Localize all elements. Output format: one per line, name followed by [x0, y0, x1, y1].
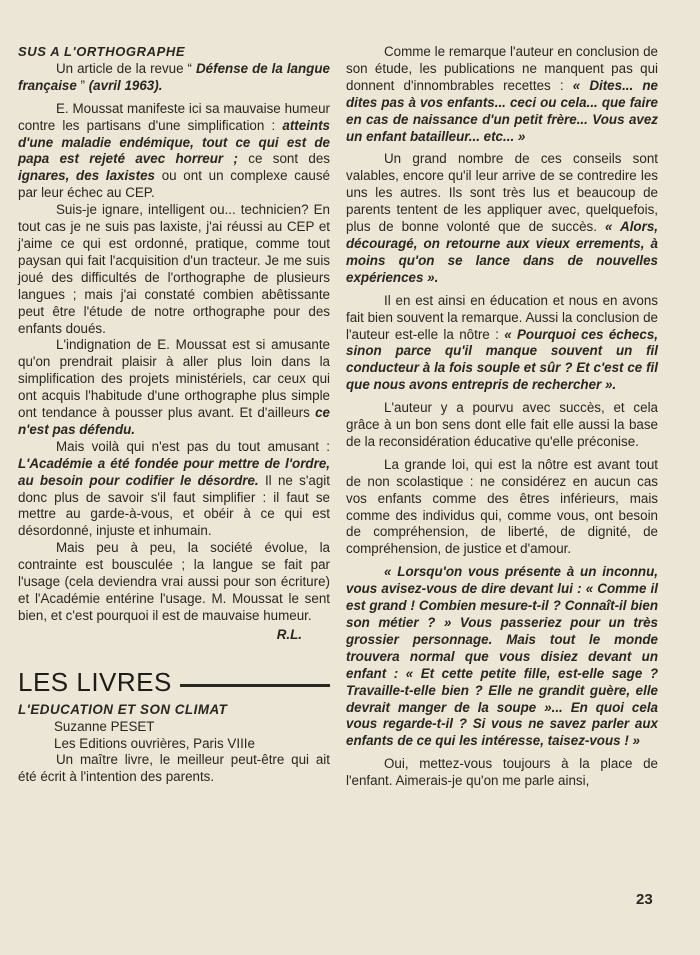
intro-paragraph: [18, 61, 330, 95]
book-author: Suzanne PESET: [54, 718, 155, 734]
review-paragraph-4: L'auteur y a pourvu avec succès, et cela grâce à un bon sens dont elle fait elle aussi la base de la reconsidération éducative qu'elle préconise.: [346, 400, 658, 449]
review-paragraph-5: La grande loi, qui est la nôtre est avant tout de non scolastique : ne considérez en aucun cas vos enfants comme des êtres inférieurs, mais comme des individus qui, comme vous, ont besoin de compréhension, de liberté, de dignité, de compréhension, de justice et d'amour.: [346, 456, 658, 557]
text-run: atteints d'une maladie endémique, tout ce qui est de papa est rejeté avec horreur ;: [18, 117, 330, 167]
text-run: Comme le remarque l'auteur en conclusion de son étude, les publications ne manquent pas qui donnent d'innombrables recettes :: [346, 44, 658, 93]
text-run: « Pourquoi ces échecs, sinon parce qu'il manque souvent un fil conducteur à la fois souple et sûr ? Et c'est ce fil que nous avons entrepris de rechercher ».: [346, 326, 658, 393]
text-run: E. Moussat manifeste ici sa mauvaise humeur contre les partisans d'une simplification :: [18, 100, 330, 133]
body-paragraph-1: [18, 101, 330, 202]
review-quote: [346, 564, 658, 750]
title-rule: [180, 684, 330, 687]
review-paragraph-1: [346, 44, 658, 145]
text-run: ”: [76, 77, 89, 93]
body-paragraph-4: [18, 439, 330, 540]
text-run: ce sont des: [237, 151, 330, 167]
text-run: ce n'est pas défendu.: [18, 405, 330, 437]
text-run: ou ont un complexe causé par leur échec au CEP.: [18, 168, 330, 201]
body-paragraph-5: Mais peu à peu, la société évolue, la contrainte est bousculée ; la langue se fait par l'usage (cela deviendra vrai aussi pour son écriture) et l'Académie entérine l'usage. M. Moussat le sent bien, et c'est pourquoi il est de mauvaise humeur.: [18, 540, 330, 623]
right-column: [346, 44, 658, 790]
review-paragraph-6: Oui, mettez-vous toujours à la place de l'enfant. Aimerais-je qu'on me parle ainsi,: [346, 756, 658, 789]
text-run: Défense de la langue française: [18, 60, 330, 93]
text-run: Il ne s'agit donc plus de savoir s'il faut simplifier : il faut se mettre au garde-à-vous, et obéir à ce qui est désordonné, injuste et inhumain.: [18, 472, 331, 539]
review-paragraph-3: [346, 293, 658, 394]
text-run: Il en est ainsi en éducation et nous en avons fait bien souvent la remarque. Aussi la conclusion de l'auteur est-elle la nôtre :: [346, 292, 658, 342]
text-run: Un article de la revue “: [56, 60, 196, 76]
review-paragraph-2: [346, 151, 658, 286]
book-publisher: Les Editions ouvrières, Paris VIIIe: [54, 735, 255, 751]
text-run: « Lorsqu'on vous présente à un inconnu, vous avisez-vous de dire devant lui : « Comme il est grand ! Combien mesure-t-il ? Connaît-il bien son métier ? » Vous passeriez pour un très grossier personnage. Mais tout le monde trouvera normal que vous disiez devant un enfant : « Et cette petite fille, est-elle sage ? Travaille-t-elle bien ? Elle ne grandit guère, elle devrait manger de la soupe »... En quoi cela vous regarde-t-il ? Si vous ne savez parler aux enfants de ce qui les intéresse, taisez-vous ! »: [346, 564, 658, 749]
text-run: L'indignation de E. Moussat est si amusante qu'on prendrait plaisir à aller plus loin dans la simplification des projets ministériels, car ceux qui ont acquis l'habitude d'une orthographe plus simple ont tendance à pousser plus avant. Et d'ailleurs: [18, 337, 330, 421]
section-title-block: [18, 666, 330, 696]
text-run: Un grand nombre de ces conseils sont valables, encore qu'il leur arrive de se contredire les uns les autres. Ils sont très lus et beaucoup de parents tentent de les appliquer avec, quelquefois, plus de bonne volonté que de succès.: [346, 151, 658, 235]
left-column: [18, 44, 330, 786]
page-number: 23: [636, 891, 653, 908]
text-run: L'Académie a été fondée pour mettre de l'ordre, au besoin pour codifier le désordre.: [18, 455, 330, 488]
body-paragraph-2: Suis-je ignare, intelligent ou... technicien? En tout cas je ne suis pas laxiste, j'ai réussi au CEP et j'aime ce qui est ordonné, pratique, comme tout paysan qui fait l'acquisition d'un tracteur. Je me suis joué des difficultés de l'orthographe de plusieurs langues ; mais j'ai constaté combien abêtissante peut être l'étude de notre orthographe pour des enfants doués.: [18, 202, 330, 336]
body-paragraph-3: [18, 337, 330, 438]
book-title: L'EDUCATION ET SON CLIMAT: [18, 701, 228, 717]
text-run: « Dites... ne dites pas à vos enfants... ceci ou cela... que faire en cas de naissance d'un petit frère... Vous avez un enfant batailleur... etc... »: [346, 77, 659, 144]
signature: R.L.: [276, 626, 302, 642]
text-run: « Alors, découragé, on retourne aux vieux errements, à moins qu'on se lance dans de nouvelles expériences ».: [346, 219, 658, 285]
section-title: LES LIVRES: [18, 666, 172, 697]
text-run: Mais voilà qui n'est pas du tout amusant :: [56, 438, 330, 454]
text-run: ignares, des laxistes: [18, 168, 155, 184]
article-heading: SUS A L'ORTHOGRAPHE: [18, 44, 186, 59]
text-run: (avril 1963).: [88, 77, 163, 93]
review-intro: Un maître livre, le meilleur peut-être qui ait été écrit à l'intention des parents.: [18, 752, 330, 785]
